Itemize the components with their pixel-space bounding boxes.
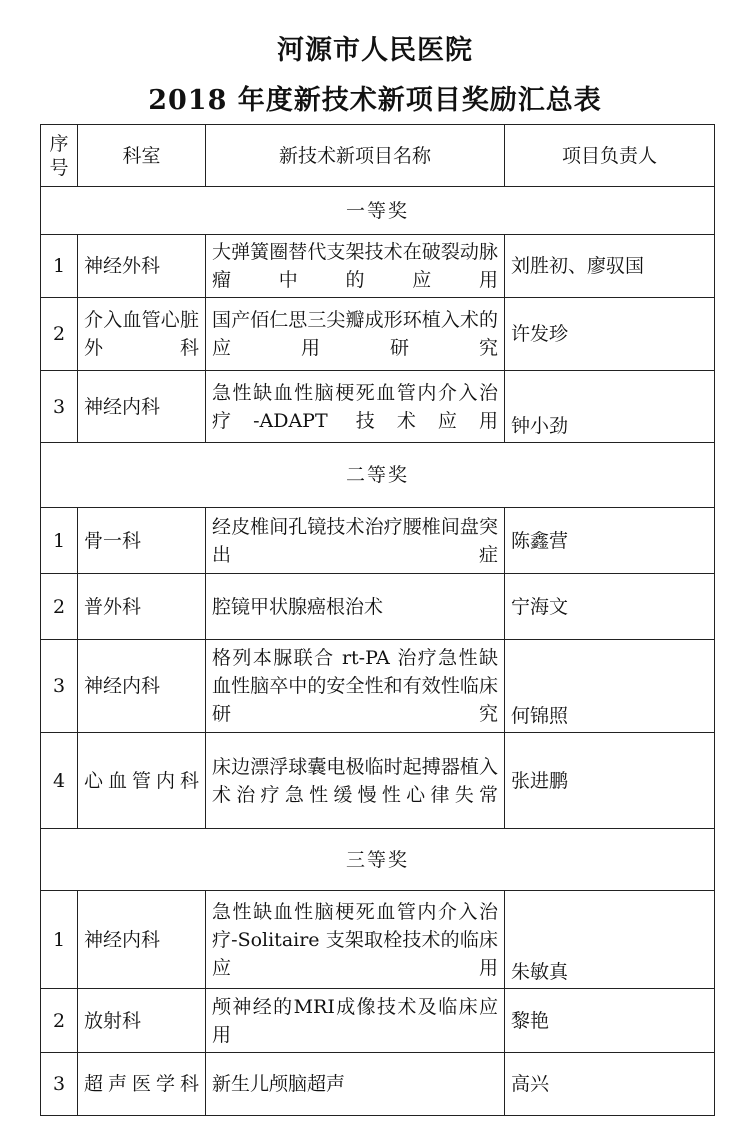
row-leader: 许发珍 (505, 298, 715, 371)
row-no: 1 (41, 235, 78, 298)
table-row (41, 235, 715, 298)
row-leader: 钟小劲 (505, 371, 715, 443)
section-label: 三等奖 (41, 829, 715, 891)
table-row (41, 508, 715, 574)
row-leader: 刘胜初、廖驭国 (505, 235, 715, 298)
table-row (41, 574, 715, 640)
row-leader: 高兴 (505, 1053, 715, 1116)
row-leader: 宁海文 (505, 574, 715, 640)
document-subtitle: 2018 年度新技术新项目奖励汇总表 (148, 85, 602, 116)
section-label: 一等奖 (41, 187, 715, 235)
row-name: 急性缺血性脑梗死血管内介入治疗-ADAPT 技术应用 (206, 371, 505, 443)
table-row (41, 989, 715, 1053)
header-leader: 项目负责人 (505, 125, 715, 187)
row-name: 格列本脲联合 rt-PA 治疗急性缺血性脑卒中的安全性和有效性临床研究 (206, 640, 505, 733)
document-title: 河源市人民医院 (277, 35, 473, 66)
row-dept: 超声医学科 (78, 1053, 206, 1116)
row-dept: 放射科 (78, 989, 206, 1053)
row-name: 大弹簧圈替代支架技术在破裂动脉瘤中的应用 (206, 235, 505, 298)
table-row (41, 1053, 715, 1116)
table-row (41, 298, 715, 371)
table-row (41, 640, 715, 733)
row-name: 新生儿颅脑超声 (206, 1053, 505, 1116)
row-leader: 朱敏真 (505, 891, 715, 989)
section-row-first (41, 187, 715, 235)
row-no: 1 (41, 891, 78, 989)
row-name: 经皮椎间孔镜技术治疗腰椎间盘突出症 (206, 508, 505, 574)
row-name: 颅神经的MRI成像技术及临床应用 (206, 989, 505, 1053)
row-no: 3 (41, 640, 78, 733)
row-dept: 普外科 (78, 574, 206, 640)
table-row (41, 371, 715, 443)
row-leader: 张进鹏 (505, 733, 715, 829)
section-row-second (41, 443, 715, 508)
header-name: 新技术新项目名称 (206, 125, 505, 187)
row-no: 3 (41, 371, 78, 443)
row-leader: 何锦照 (505, 640, 715, 733)
award-table (40, 124, 715, 1116)
section-row-third (41, 829, 715, 891)
row-no: 2 (41, 989, 78, 1053)
table-row (41, 733, 715, 829)
row-dept: 神经内科 (78, 640, 206, 733)
row-no: 1 (41, 508, 78, 574)
row-no: 3 (41, 1053, 78, 1116)
row-dept: 神经内科 (78, 891, 206, 989)
row-dept: 神经外科 (78, 235, 206, 298)
row-name: 床边漂浮球囊电极临时起搏器植入术治疗急性缓慢性心律失常 (206, 733, 505, 829)
row-name: 国产佰仁思三尖瓣成形环植入术的应用研究 (206, 298, 505, 371)
row-dept: 骨一科 (78, 508, 206, 574)
row-name: 急性缺血性脑梗死血管内介入治疗-Solitaire 支架取栓技术的临床应用 (206, 891, 505, 989)
row-leader: 陈鑫营 (505, 508, 715, 574)
row-dept: 介入血管心脏外科 (78, 298, 206, 371)
header-row (41, 125, 715, 187)
table-row (41, 891, 715, 989)
row-dept: 神经内科 (78, 371, 206, 443)
header-dept: 科室 (78, 125, 206, 187)
row-dept: 心血管内科 (78, 733, 206, 829)
row-leader: 黎艳 (505, 989, 715, 1053)
row-name: 腔镜甲状腺癌根治术 (206, 574, 505, 640)
header-no: 序号 (41, 125, 78, 187)
section-label: 二等奖 (41, 443, 715, 508)
row-no: 2 (41, 298, 78, 371)
row-no: 2 (41, 574, 78, 640)
row-no: 4 (41, 733, 78, 829)
